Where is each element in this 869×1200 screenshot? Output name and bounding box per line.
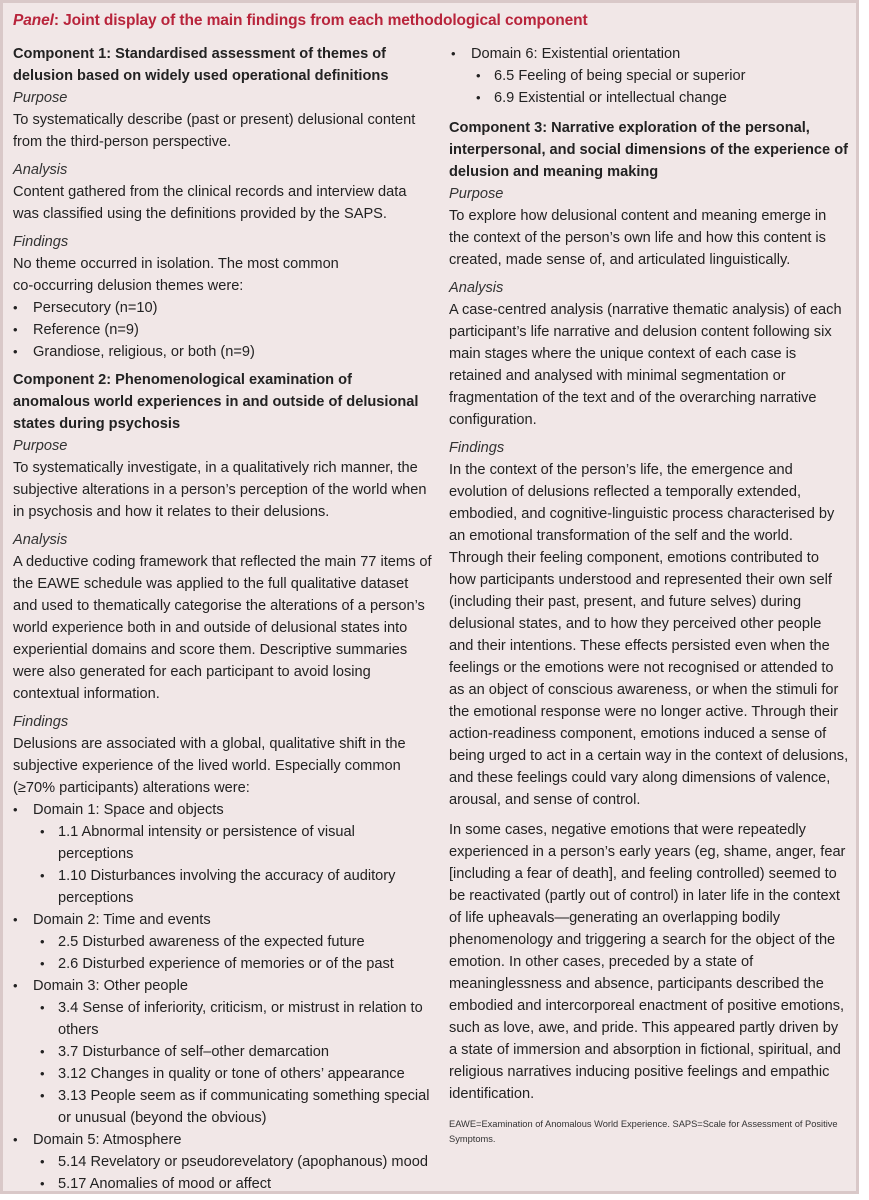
c3-purpose-label: Purpose: [449, 186, 504, 202]
list-item: • 1.10 Disturbances involving the accuracy of auditory perceptions: [13, 865, 433, 909]
list-item: • 3.7 Disturbance of self–other demarcation: [13, 1041, 433, 1063]
list-item: • Domain 2: Time and events: [13, 909, 433, 931]
c1-analysis-text: Content gathered from the clinical records and interview data was classified using the definitions provided by the SAPS.: [13, 184, 407, 222]
c2-analysis-text: A deductive coding framework that reflected the main 77 items of the EAWE schedule was applied to the full qualitative dataset and used to thematically categorise the alterations of a person’s world experience both in and outside of delusional states into experiential domains and score them. Descriptive summaries were also generated for each participant to avoid losing contextual information.: [13, 554, 432, 702]
list-item: • 5.17 Anomalies of mood or affect: [13, 1173, 433, 1195]
list-item: • Domain 5: Atmosphere: [13, 1129, 433, 1151]
list-item: • 3.12 Changes in quality or tone of others’ appearance: [13, 1063, 433, 1085]
component-2-heading: Component 2: Phenomenological examination of anomalous world experiences in and outside of delusional states during psychosis: [13, 372, 419, 432]
c2-purpose-label: Purpose: [13, 438, 68, 454]
list-item: • 6.5 Feeling of being special or superior: [449, 65, 849, 87]
list-item: • 5.14 Revelatory or pseudorevelatory (apophanous) mood: [13, 1151, 433, 1173]
list-item: • Grandiose, religious, or both (n=9): [13, 341, 433, 363]
c1-analysis-label: Analysis: [13, 162, 68, 178]
list-item: • 6.9 Existential or intellectual change: [449, 87, 849, 109]
left-column: [13, 43, 433, 1195]
list-item: • 2.6 Disturbed experience of memories or of the past: [13, 953, 433, 975]
c3-findings-text-2: In some cases, negative emotions that were repeatedly experienced in a person’s early years (eg, shame, anger, fear [including a fear of death], and feeling controlled) seemed to be reactivated (partly out of control) in later life in the context of life upheavals—generating an overlapping bodily phenomenology and triggering a search for the object of the emotion. In other cases, preceded by a state of meaninglessness and absence, participants described the embodied and intercorporeal enactment of positive emotions, such as love, awe, and pride. This appeared partly driven by a state of immersion and absorption in fictional, spiritual, and religious narratives inducing positive feelings and empathic identification.: [449, 822, 846, 1102]
c2-findings-text: Delusions are associated with a global, qualitative shift in the subjective experience of the lived world. Especially common (≥70% participants) alterations were:: [13, 736, 406, 796]
footnote: EAWE=Examination of Anomalous World Experience. SAPS=Scale for Assessment of Positive Symptoms.: [449, 1119, 838, 1144]
c3-analysis-label: Analysis: [449, 280, 504, 296]
component-3-heading: Component 3: Narrative exploration of the personal, interpersonal, and social dimensions of the experience of delusion and meaning making: [449, 120, 848, 180]
list-item: • Domain 6: Existential orientation: [449, 43, 849, 65]
component-1-heading: Component 1: Standardised assessment of themes of delusion based on widely used operational definitions: [13, 46, 389, 84]
list-item: • Domain 3: Other people: [13, 975, 433, 997]
list-item: • Persecutory (n=10): [13, 297, 433, 319]
list-item: • Domain 1: Space and objects: [13, 799, 433, 821]
c2-purpose-text: To systematically investigate, in a qualitatively rich manner, the subjective alterations in a person’s perception of the world when in psychosis and how it relates to their delusions.: [13, 460, 427, 520]
c1-purpose-label: Purpose: [13, 90, 68, 106]
c2-domain-6-items: [449, 65, 849, 109]
c3-findings-text-1: In the context of the person’s life, the emergence and evolution of delusions reflected a temporally extended, embodied, and cognitive-linguistic process characterised by an emotional transformation of the self and the world. Through their feeling component, emotions contributed to how participants understood and represented their own self (including their past, present, and future selves) during delusional states, and to how they perceived other people and their intentions. These effects persisted even when the feelings or the emotions were not recognised or attended to as an object of conscious awareness, or when the stimuli for the emotional response were no longer active. Through their action-readiness component, emotions induced a sense of being urged to act in a certain way in the context of delusions, and these feelings could vary along dimensions of valence, arousal, and sense of control.: [449, 462, 849, 808]
c2-domain-1-items: [13, 821, 433, 909]
c2-findings-label: Findings: [13, 714, 69, 730]
c2-domain-5-items: [13, 1151, 433, 1195]
panel-title: Panel: Joint display of the main findings from each methodological component: [13, 12, 588, 29]
list-item: • 2.5 Disturbed awareness of the expected future: [13, 931, 433, 953]
c1-findings-text: No theme occurred in isolation. The most common co-occurring delusion themes were:: [13, 256, 339, 294]
c3-findings-label: Findings: [449, 440, 505, 456]
list-item: • Reference (n=9): [13, 319, 433, 341]
c1-purpose-text: To systematically describe (past or present) delusional content from the third-person perspective.: [13, 112, 416, 150]
c2-analysis-label: Analysis: [13, 532, 68, 548]
c2-domain-2-items: [13, 931, 433, 975]
right-column: [449, 43, 849, 1147]
c2-domain-3-items: [13, 997, 433, 1129]
list-item: • 3.13 People seem as if communicating something special or unusual (beyond the obvious): [13, 1085, 433, 1129]
c3-analysis-text: A case-centred analysis (narrative thematic analysis) of each participant’s life narrative and delusion content following six main stages where the unique context of each case is retained and analysed with minimal segmentation or fragmentation of the text and of the overarching narrative configuration.: [449, 302, 842, 428]
c1-findings-label: Findings: [13, 234, 69, 250]
c3-purpose-text: To explore how delusional content and meaning emerge in the context of the person’s own life and how this content is created, made sense of, and articulated linguistically.: [449, 208, 827, 268]
list-item: • 3.4 Sense of inferiority, criticism, or mistrust in relation to others: [13, 997, 433, 1041]
c2-domain-list: [13, 799, 433, 821]
list-item: • 1.1 Abnormal intensity or persistence of visual perceptions: [13, 821, 433, 865]
c1-theme-list: [13, 297, 433, 363]
